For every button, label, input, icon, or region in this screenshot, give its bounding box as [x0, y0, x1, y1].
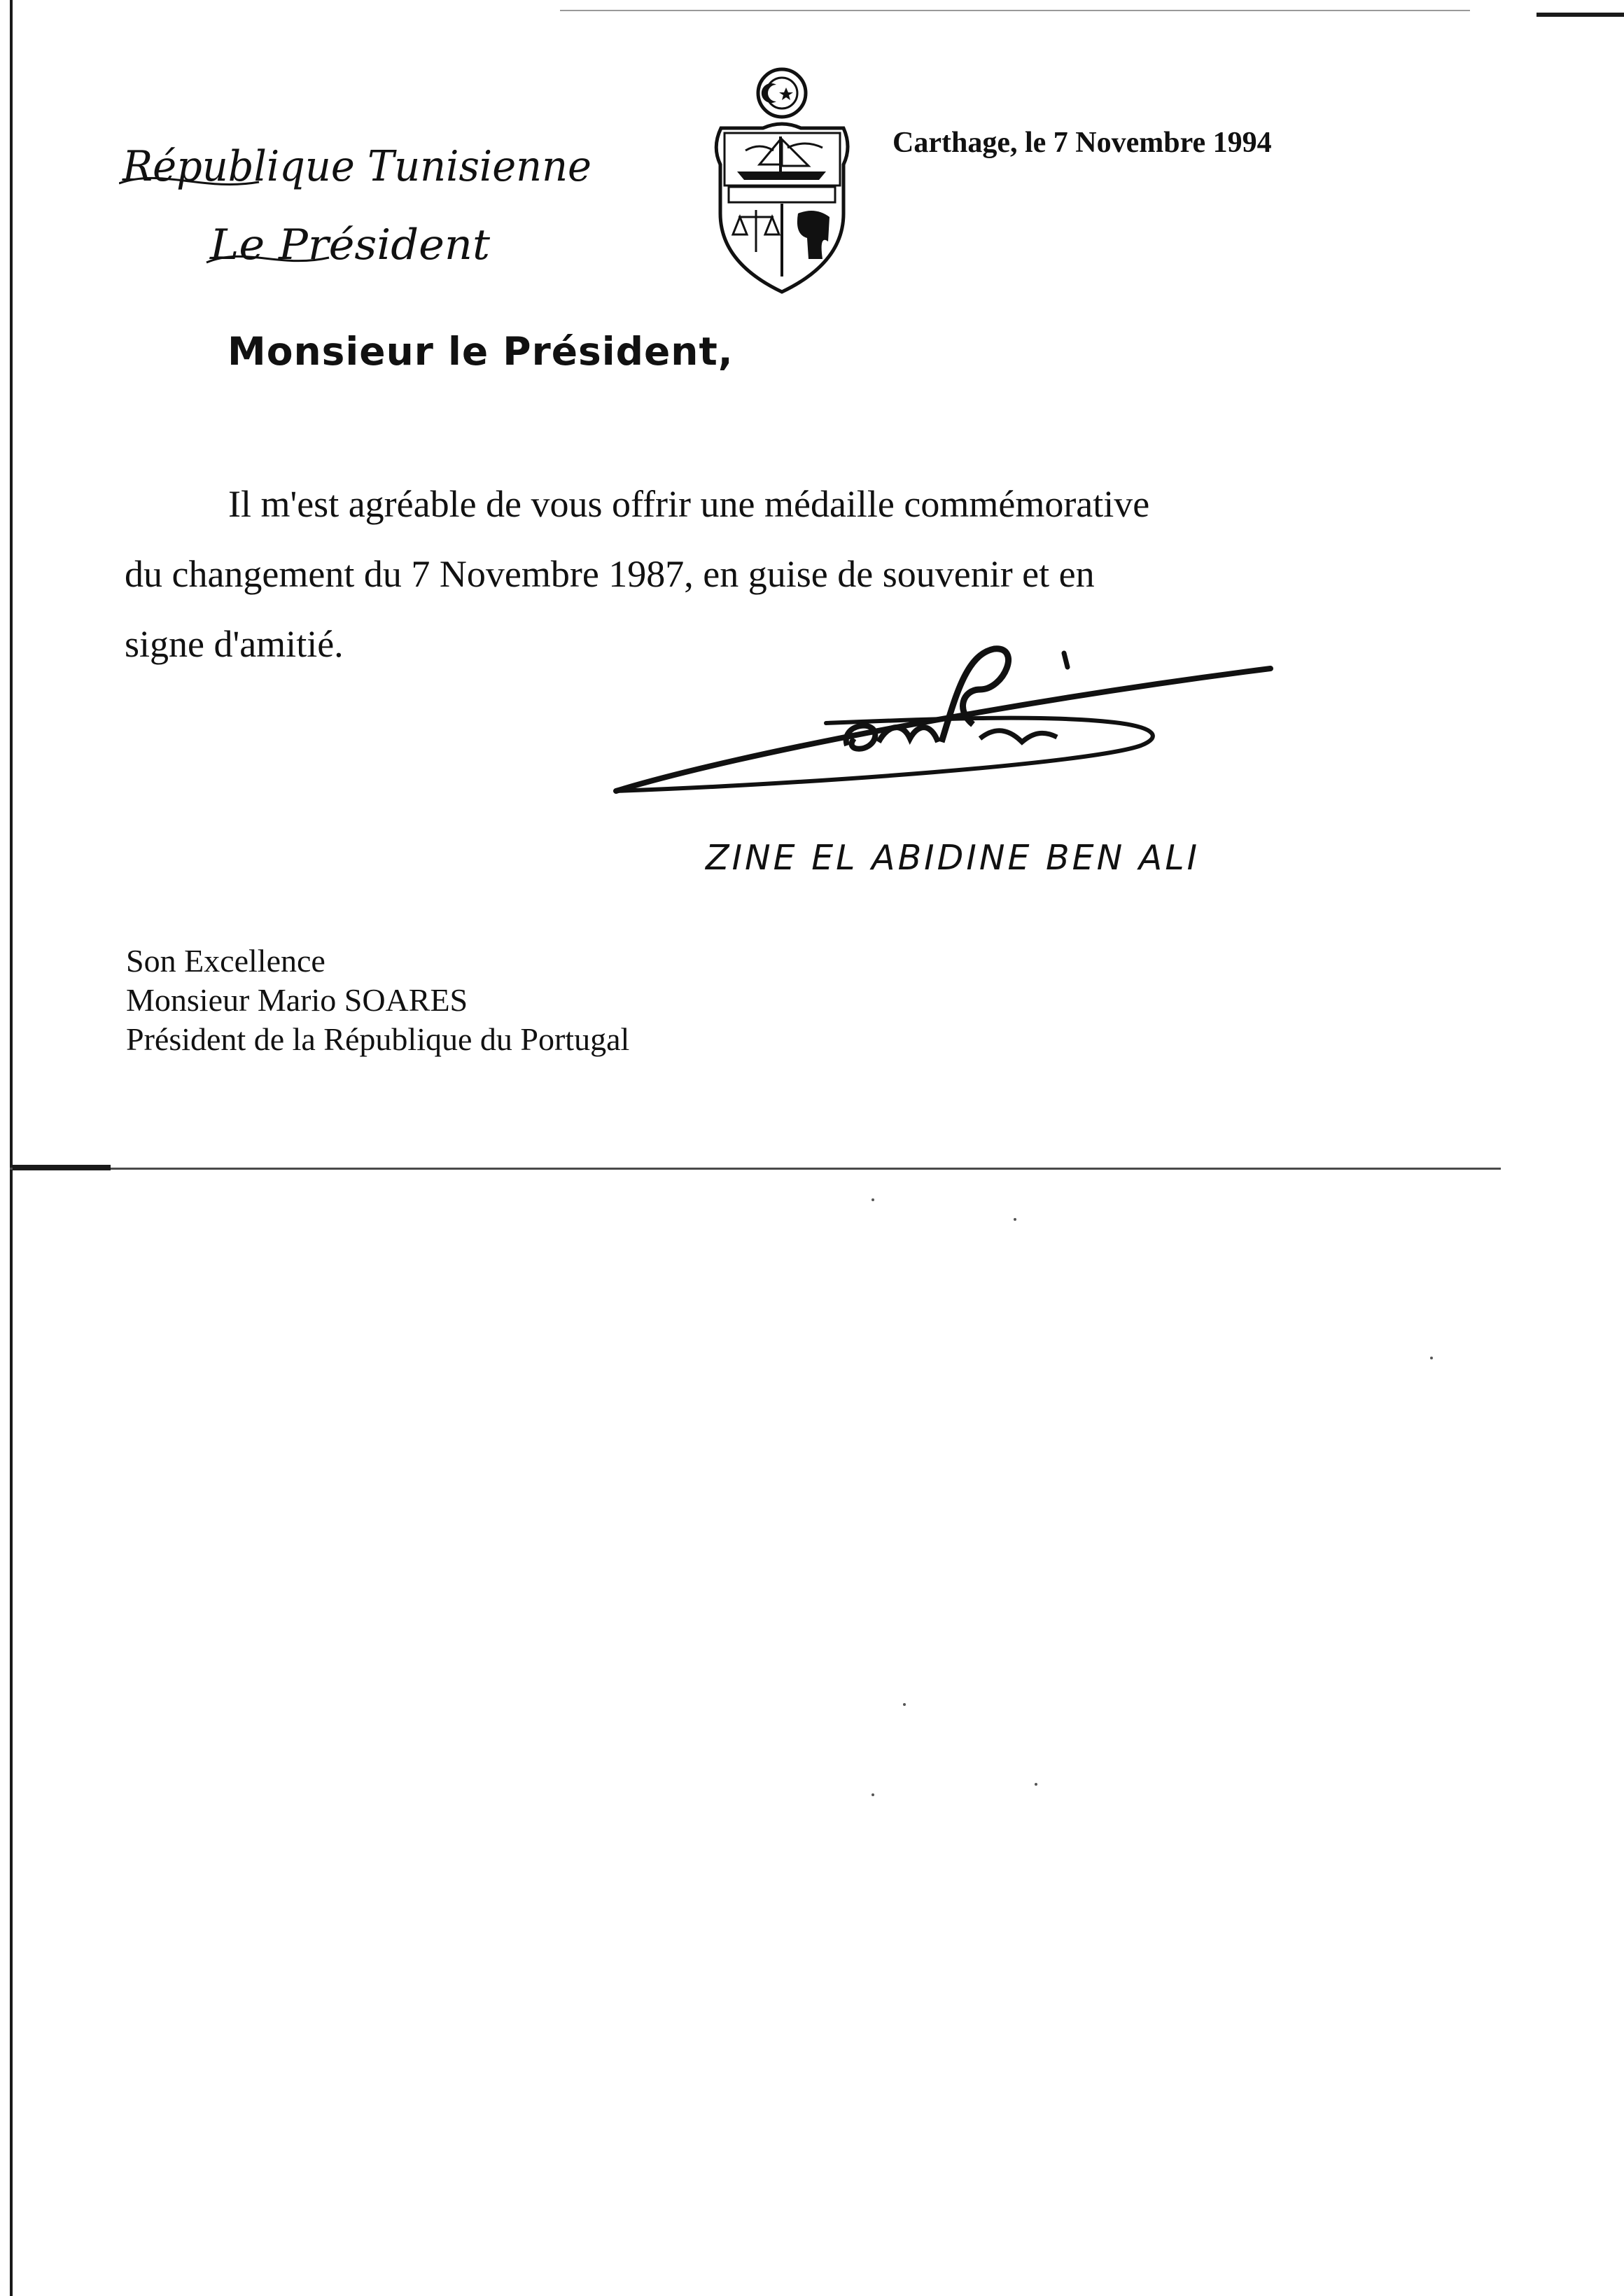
scan-edge-top-right — [1536, 13, 1624, 17]
body-line: signe d'amitié. — [125, 623, 344, 665]
recipient-address — [126, 941, 629, 1059]
scan-speck — [903, 1703, 906, 1706]
signatory-name: ZINE EL ABIDINE BEN ALI — [706, 838, 1200, 878]
handwritten-signature-icon — [602, 640, 1288, 808]
scan-speck — [1035, 1783, 1037, 1786]
scan-speck — [872, 1198, 874, 1201]
scan-speck — [872, 1793, 874, 1796]
date-line: Carthage, le 7 Novembre 1994 — [892, 127, 1272, 159]
salutation: Monsieur le Président, — [227, 329, 734, 374]
fold-line — [10, 1168, 1501, 1170]
scan-speck — [1014, 1218, 1016, 1221]
address-line: Son Excellence — [126, 943, 326, 979]
tunisian-coat-of-arms-icon — [704, 66, 861, 298]
fold-line-mark — [13, 1165, 111, 1170]
scan-speck — [1430, 1357, 1433, 1359]
body-line: du changement du 7 Novembre 1987, en guise de souvenir et en — [125, 553, 1095, 595]
scan-edge-top — [560, 10, 1470, 11]
svg-text:République Tunisienne: République Tunisienne — [122, 142, 592, 191]
address-line: Président de la République du Portugal — [126, 1021, 630, 1057]
address-line: Monsieur Mario SOARES — [126, 982, 468, 1018]
body-line: Il m'est agréable de vous offrir une médaille commémorative — [228, 483, 1150, 525]
scan-edge-left — [10, 0, 13, 2296]
svg-text:Le Président: Le Président — [209, 220, 491, 270]
letterhead-script — [119, 119, 609, 280]
